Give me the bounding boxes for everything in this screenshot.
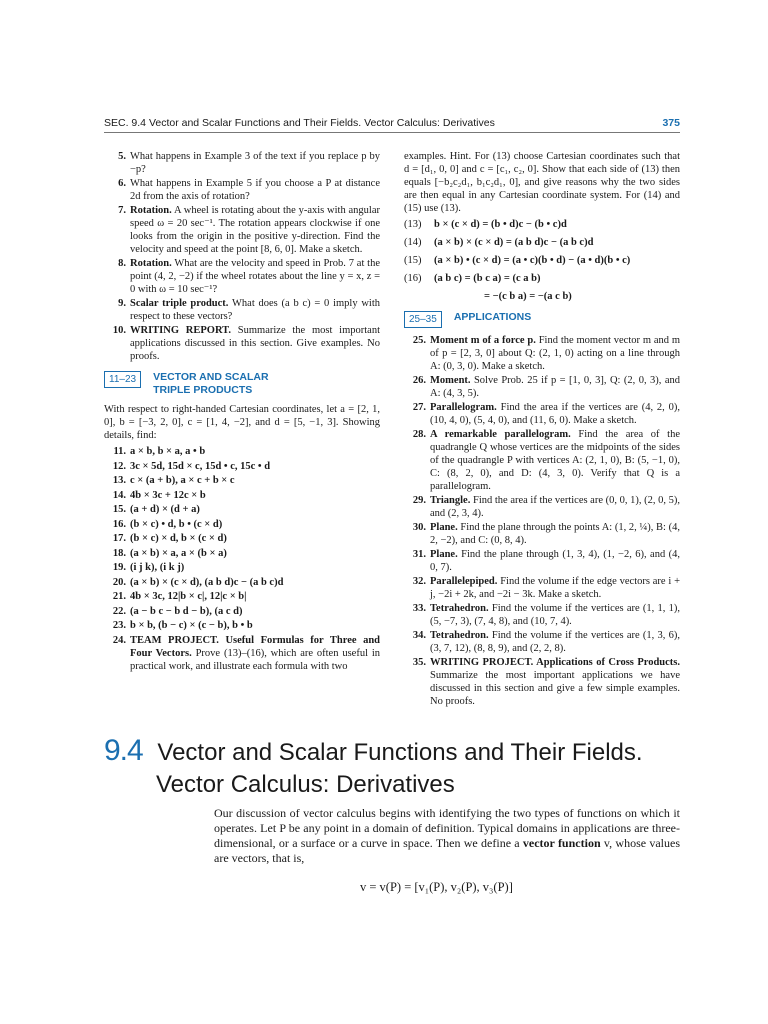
equation-number: (15) bbox=[404, 255, 422, 266]
problem-text: Find the area of the quadrangle Q whose vertices are the midpoints of the sides of the quadrangle P with vertices A: (2, 1, 0), B: (5, −1, 0), C: (8, 2, 0), and D: (4, 3, 0). Verify that Q is a parallelogram. bbox=[430, 429, 681, 492]
problem-number: 26. bbox=[412, 375, 426, 386]
problem-title: Plane. bbox=[430, 522, 458, 533]
display-formula: v = v(P) = [v₁(P), v₂(P), v₃(P)] bbox=[360, 880, 513, 894]
problem-text: (b × c) × d, b × (c × d) bbox=[130, 533, 227, 544]
problem-number: 20. bbox=[112, 576, 126, 588]
equation-text: (a × b) • (c × d) = (a • c)(b • d) − (a • d)(b • c) bbox=[434, 255, 631, 266]
chapter-section-title bbox=[104, 735, 704, 801]
problem-item bbox=[104, 576, 380, 589]
problem-number: 8. bbox=[118, 258, 126, 269]
problem-body bbox=[430, 602, 680, 628]
equation-number: (13) bbox=[404, 219, 422, 230]
problem-range-box: 11–23 bbox=[104, 371, 141, 388]
problem-number: 13. bbox=[112, 475, 126, 486]
problem-text: (a × b) × (c × d), (a b d)c − (a b c)d bbox=[130, 576, 284, 588]
problem-body bbox=[130, 503, 380, 516]
problem-number: 7. bbox=[118, 205, 126, 216]
problem-text: 4b × 3c, 12|b × c|, 12|c × b| bbox=[130, 591, 247, 602]
problem-text: Find the area if the vertices are (0, 0, 1), (2, 0, 5), and (2, 3, 4). bbox=[430, 495, 680, 519]
problem-body bbox=[430, 521, 680, 547]
problem-text: (a × b) × a, a × (b × a) bbox=[130, 547, 227, 559]
problem-title: A remarkable parallelogram. bbox=[430, 429, 571, 440]
problem-body bbox=[430, 428, 680, 493]
problem-text: a × b, b × a, a • b bbox=[130, 446, 206, 457]
problem-number: 28. bbox=[412, 429, 426, 440]
problem-item bbox=[404, 656, 680, 708]
problem-item bbox=[104, 150, 380, 176]
equation-number: (16) bbox=[404, 273, 422, 284]
problem-number: 23. bbox=[112, 620, 126, 631]
problem-item bbox=[104, 605, 380, 618]
problem-item bbox=[104, 297, 380, 323]
right-column bbox=[404, 150, 680, 709]
problem-number: 33. bbox=[412, 603, 426, 614]
problem-body bbox=[130, 150, 380, 176]
problem-item bbox=[104, 257, 380, 296]
section-title bbox=[153, 371, 269, 397]
running-header bbox=[104, 112, 680, 133]
problem-body bbox=[430, 548, 680, 574]
problem-text: Find the area if the vertices are (4, 2, 0), (10, 4, 0), (5, 4, 0), and (11, 6, 0). Make a sketch. bbox=[430, 402, 681, 426]
problem-text: 4b × 3c + 12c × b bbox=[130, 489, 206, 501]
problem-title: Rotation. bbox=[130, 258, 172, 269]
problem-24 bbox=[104, 634, 380, 673]
problem-item bbox=[404, 602, 680, 628]
problem-item bbox=[404, 334, 680, 373]
problem-title: Tetrahedron. bbox=[430, 603, 489, 614]
problem-title: Moment m of a force p. bbox=[430, 335, 536, 346]
equation-row bbox=[404, 254, 680, 267]
problem-item bbox=[104, 561, 380, 574]
problem-number: 14. bbox=[112, 489, 126, 501]
problem-text: b × b, (b − c) × (c − b), b • b bbox=[130, 620, 253, 631]
problem-text: Prove (13)–(16), which are often useful in practical work, and illustrate each formula with two bbox=[130, 647, 381, 672]
problem-text: (b × c) • d, b • (c × d) bbox=[130, 518, 223, 530]
problem-text: Find the volume if the edge vectors are i + j, −2i + 2k, and −2i − 3k. Make a sketch. bbox=[430, 576, 681, 600]
problem-text: Summarize the most important applications discussed in this section. Give examples. No proofs. bbox=[130, 325, 380, 362]
problem-body bbox=[430, 401, 680, 427]
problem-item bbox=[404, 548, 680, 574]
section-heading-triple-products bbox=[104, 371, 380, 397]
applications-problem-list bbox=[404, 334, 680, 708]
problem-title: WRITING REPORT. bbox=[130, 325, 232, 336]
problem-number: 29. bbox=[412, 495, 426, 506]
equation-16-continuation bbox=[404, 290, 680, 303]
problem-title: Parallelogram. bbox=[430, 402, 497, 413]
problem-body bbox=[430, 629, 680, 655]
problem-body bbox=[130, 324, 380, 363]
problem-item bbox=[404, 629, 680, 655]
equation-text: (a × b) × (c × d) = (a b d)c − (a b c)d bbox=[434, 237, 594, 248]
problem-text: Summarize the most important applications we have discussed in this section and give a few simple examples. No proofs. bbox=[430, 670, 680, 707]
section-title-line1: VECTOR AND SCALAR bbox=[153, 371, 269, 383]
equation-list bbox=[404, 218, 680, 285]
problem-item bbox=[404, 575, 680, 601]
left-column bbox=[104, 150, 380, 674]
problem-body bbox=[430, 374, 680, 400]
body-paragraph bbox=[214, 806, 680, 866]
problem-24-continuation: examples. Hint. For (13) choose Cartesian coordinates such that d = [d₁, 0, 0] and c = [c₁, c₂, 0]. Show that each side of (13) then equals [−b₂c₂d₁, b₁c₂d₁, 0], and give reasons why the two sides are then equal in any Cartesian coordinate system. For (14) and (15) use (13). bbox=[404, 151, 680, 214]
problem-number: 18. bbox=[112, 547, 126, 559]
problem-body bbox=[130, 460, 380, 473]
problem-item bbox=[104, 324, 380, 363]
problem-item bbox=[104, 204, 380, 256]
problem-body bbox=[130, 257, 380, 296]
problem-title: Rotation. bbox=[130, 205, 172, 216]
problem-text: 3c × 5d, 15d × c, 15d • c, 15c • d bbox=[130, 460, 271, 472]
section-heading-applications bbox=[404, 311, 680, 328]
problem-item bbox=[104, 547, 380, 560]
problem-text: Find the plane through the points A: (1, 2, ¼), B: (4, 2, −2), and C: (0, 8, 4). bbox=[430, 522, 680, 546]
problem-number: 5. bbox=[118, 151, 126, 162]
problem-item bbox=[104, 474, 380, 487]
problem-body bbox=[130, 474, 380, 487]
problem-number: 32. bbox=[412, 576, 426, 587]
problem-text: c × (a + b), a × c + b × c bbox=[130, 475, 235, 486]
problem-item bbox=[104, 518, 380, 531]
section-title-line1: Vector and Scalar Functions and Their Fields. bbox=[157, 739, 643, 766]
problem-item bbox=[104, 445, 380, 458]
problem-item bbox=[104, 460, 380, 473]
equation-row bbox=[404, 236, 680, 249]
problem-text: (i j k), (i k j) bbox=[130, 562, 185, 573]
problem-range-box: 25–35 bbox=[404, 311, 442, 328]
problem-body bbox=[130, 177, 380, 203]
problem-title: TEAM PROJECT. Useful Formulas for Three and Four Vectors. bbox=[130, 634, 380, 659]
page-number: 375 bbox=[662, 117, 680, 129]
problem-text: (a − b c − b d − b), (a c d) bbox=[130, 605, 243, 617]
problem-title: Scalar triple product. bbox=[130, 298, 229, 309]
section-intro: With respect to right-handed Cartesian coordinates, let a = [2, 1, 0], b = [−3, 2, 0], c = [1, 4, −2], and d = [5, −1, 3]. Showing details, find: bbox=[104, 404, 380, 441]
problem-item bbox=[404, 521, 680, 547]
problem-title: Plane. bbox=[430, 549, 458, 560]
paragraph-text: Our discussion of vector calculus begins with identifying the two types of functions on which it operates. Let P be any point in a domain of definition. Typical domains in applications are three-dimensional, or a surface or a curve in space. Then we define a bbox=[214, 806, 680, 850]
equation-row bbox=[404, 218, 680, 231]
problem-number: 12. bbox=[112, 460, 126, 472]
problem-number: 6. bbox=[118, 178, 126, 189]
problem-text: What happens in Example 3 of the text if you replace p by −p? bbox=[130, 151, 380, 175]
problem-item bbox=[104, 590, 380, 603]
problem-text: Find the volume if the vertices are (1, 3, 6), (3, 7, 12), (8, 8, 9), and (2, 2, 8). bbox=[430, 630, 681, 654]
problem-number: 24. bbox=[112, 634, 126, 646]
problem-body bbox=[130, 576, 380, 589]
equation-text: (a b c) = (b c a) = (c a b) bbox=[434, 273, 541, 284]
problem-number: 10. bbox=[112, 325, 126, 336]
problem-body bbox=[130, 445, 380, 458]
problem-body bbox=[430, 494, 680, 520]
problem-text: What does (a b c) = 0 imply with respect to these vectors? bbox=[130, 298, 381, 322]
problem-body bbox=[130, 619, 380, 632]
section-number: 9.4 bbox=[104, 734, 143, 767]
problem-item bbox=[104, 503, 380, 516]
section-header-title: SEC. 9.4 Vector and Scalar Functions and Their Fields. Vector Calculus: Derivatives bbox=[104, 117, 495, 129]
problem-item bbox=[404, 374, 680, 400]
problem-body bbox=[430, 575, 680, 601]
problem-item bbox=[404, 428, 680, 493]
problem-title: Moment. bbox=[430, 375, 471, 386]
problem-text: (a + d) × (d + a) bbox=[130, 504, 200, 515]
problem-body bbox=[130, 605, 380, 618]
problem-body bbox=[130, 547, 380, 560]
problem-text: What happens in Example 5 if you choose a P at distance 2d from the axis of rotation? bbox=[130, 178, 380, 202]
problem-body bbox=[130, 561, 380, 574]
problem-number: 31. bbox=[412, 549, 426, 560]
problem-body bbox=[130, 297, 380, 323]
problem-item bbox=[404, 494, 680, 520]
defined-term: vector function bbox=[522, 836, 601, 850]
problem-item bbox=[404, 401, 680, 427]
paragraph-text-end: v, whose values are vectors, that is, bbox=[214, 836, 680, 865]
problem-number: 34. bbox=[412, 630, 426, 641]
problem-number: 17. bbox=[112, 533, 126, 544]
problem-title: Parallelepiped. bbox=[430, 576, 498, 587]
problem-number: 27. bbox=[412, 402, 426, 413]
problem-text: Find the plane through (1, 3, 4), (1, −2, 6), and (4, 0, 7). bbox=[430, 549, 681, 573]
problem-body bbox=[130, 204, 380, 256]
problem-body bbox=[130, 634, 380, 673]
problem-number: 16. bbox=[112, 518, 126, 530]
problem-item bbox=[104, 532, 380, 545]
problem-item bbox=[104, 489, 380, 502]
problem-number: 22. bbox=[112, 605, 126, 617]
problem-number: 9. bbox=[118, 298, 126, 309]
problem-body bbox=[130, 590, 380, 603]
problem-body bbox=[130, 489, 380, 502]
problem-body bbox=[130, 532, 380, 545]
problem-number: 19. bbox=[112, 562, 126, 573]
problem-text: Find the volume if the vertices are (1, 1, 1), (5, −7, 3), (7, 4, 8), and (10, 7, 4). bbox=[430, 603, 681, 627]
problem-number: 15. bbox=[112, 504, 126, 515]
problem-text: A wheel is rotating about the y-axis with angular speed ω = 20 sec⁻¹. The rotation appears clockwise if one looks from the origin in the positive y-direction. Find the velocity and speed at the point [8, 6, 0]. Make a sketch. bbox=[130, 205, 380, 255]
problem-number: 30. bbox=[412, 522, 426, 533]
problem-body bbox=[430, 656, 680, 708]
equation-text: = −(c b a) = −(a c b) bbox=[484, 291, 572, 302]
problem-text: Find the moment vector m and m of p = [2, 3, 0] about Q: (2, 1, 0) acting on a line through A: (0, 3, 0). Make a sketch. bbox=[430, 335, 680, 372]
problem-text: Solve Prob. 25 if p = [1, 0, 3], Q: (2, 0, 3), and A: (4, 3, 5). bbox=[430, 375, 680, 399]
problem-number: 21. bbox=[112, 591, 126, 602]
problem-title: Tetrahedron. bbox=[430, 630, 489, 641]
section-title: APPLICATIONS bbox=[453, 311, 532, 323]
equation-text: b × (c × d) = (b • d)c − (b • c)d bbox=[434, 219, 567, 230]
problem-text: What are the velocity and speed in Prob. 7 at the point (4, 2, −2) if the wheel rotates about the line y = x, z = 0 with ω = 10 sec⁻¹? bbox=[130, 258, 380, 295]
problem-body bbox=[130, 518, 380, 531]
problem-number: 35. bbox=[412, 657, 426, 668]
left-problem-list bbox=[104, 150, 380, 363]
problem-number: 25. bbox=[412, 335, 426, 346]
problem-body bbox=[430, 334, 680, 373]
problem-title: Triangle. bbox=[430, 495, 471, 506]
equation-row bbox=[404, 272, 680, 285]
problem-item bbox=[104, 619, 380, 632]
section-title-line2: TRIPLE PRODUCTS bbox=[153, 384, 253, 396]
equation-number: (14) bbox=[404, 237, 422, 248]
problem-item bbox=[104, 177, 380, 203]
section-title-line2: Vector Calculus: Derivatives bbox=[156, 771, 455, 798]
triple-problem-list bbox=[104, 445, 380, 632]
problem-title: WRITING PROJECT. Applications of Cross Products. bbox=[430, 657, 680, 668]
problem-number: 11. bbox=[113, 446, 126, 457]
